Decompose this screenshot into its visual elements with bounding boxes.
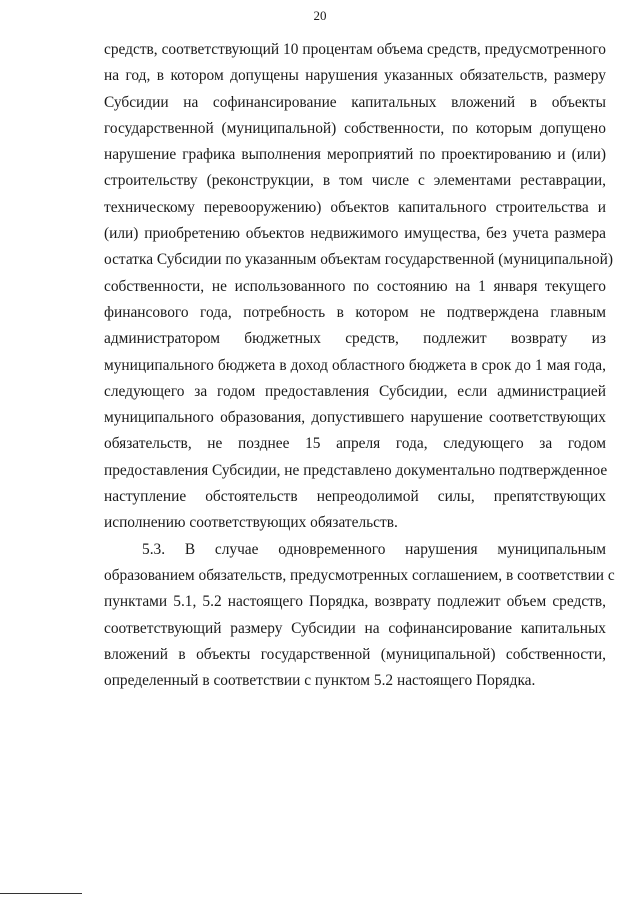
- text-line: пунктами 5.1, 5.2 настоящего Порядка, возврату подлежит объем средств,: [104, 593, 606, 611]
- text-line: наступление обстоятельств непреодолимой силы, препятствующих: [104, 488, 606, 506]
- text-line: соответствующий размеру Субсидии на софинансирование капитальных: [104, 619, 606, 637]
- text-line: строительству (реконструкции, в том числе с элементами реставрации,: [104, 172, 606, 190]
- text-line: обязательств, не позднее 15 апреля года, следующего за годом: [104, 435, 606, 453]
- text-line: нарушение графика выполнения мероприятий по проектированию и (или): [104, 146, 606, 164]
- text-line: финансового года, потребность в котором не подтверждена главным: [104, 303, 606, 321]
- text-line: собственности, не использованного по состоянию на 1 января текущего: [104, 277, 606, 295]
- text-line: (или) приобретению объектов недвижимого имущества, без учета размера: [104, 225, 606, 243]
- text-line: остатка Субсидии по указанным объектам государственной (муниципальной): [104, 251, 613, 269]
- text-line: средств, соответствующий 10 процентам объема средств, предусмотренного: [104, 41, 606, 58]
- paragraph-continuation: [104, 37, 613, 537]
- text-line: 5.3. В случае одновременного нарушения муниципальным: [142, 540, 606, 558]
- text-line: государственной (муниципальной) собственности, по которым допущено: [104, 119, 606, 137]
- text-line: определенный в соответствии с пунктом 5.2 настоящего Порядка.: [104, 672, 536, 690]
- text-line: вложений в объекты государственной (муниципальной) собственности,: [104, 645, 606, 663]
- text-line: следующего за годом предоставления Субсидии, если администрацией: [104, 382, 606, 400]
- text-line: администратором бюджетных средств, подлежит возврату из: [104, 330, 606, 348]
- page-number: 20: [313, 8, 327, 23]
- text-line: исполнению соответствующих обязательств.: [104, 514, 398, 532]
- text-line: муниципального бюджета в доход областного бюджета в срок до 1 мая года,: [104, 356, 606, 374]
- text-line: образованием обязательств, предусмотренных соглашением, в соответствии с: [104, 566, 615, 584]
- document-body: [104, 37, 615, 694]
- text-line: муниципального образования, допустившего нарушение соответствующих: [104, 409, 606, 427]
- text-line: на год, в котором допущены нарушения указанных обязательств, размеру: [104, 67, 606, 85]
- paragraph-clause-5-3: [104, 537, 615, 695]
- footer-rule: [0, 893, 82, 894]
- text-line: Субсидии на софинансирование капитальных вложений в объекты: [104, 93, 606, 111]
- text-line: предоставления Субсидии, не представлено документально подтвержденное: [104, 461, 608, 479]
- text-line: техническому перевооружению) объектов капитального строительства и: [104, 198, 606, 216]
